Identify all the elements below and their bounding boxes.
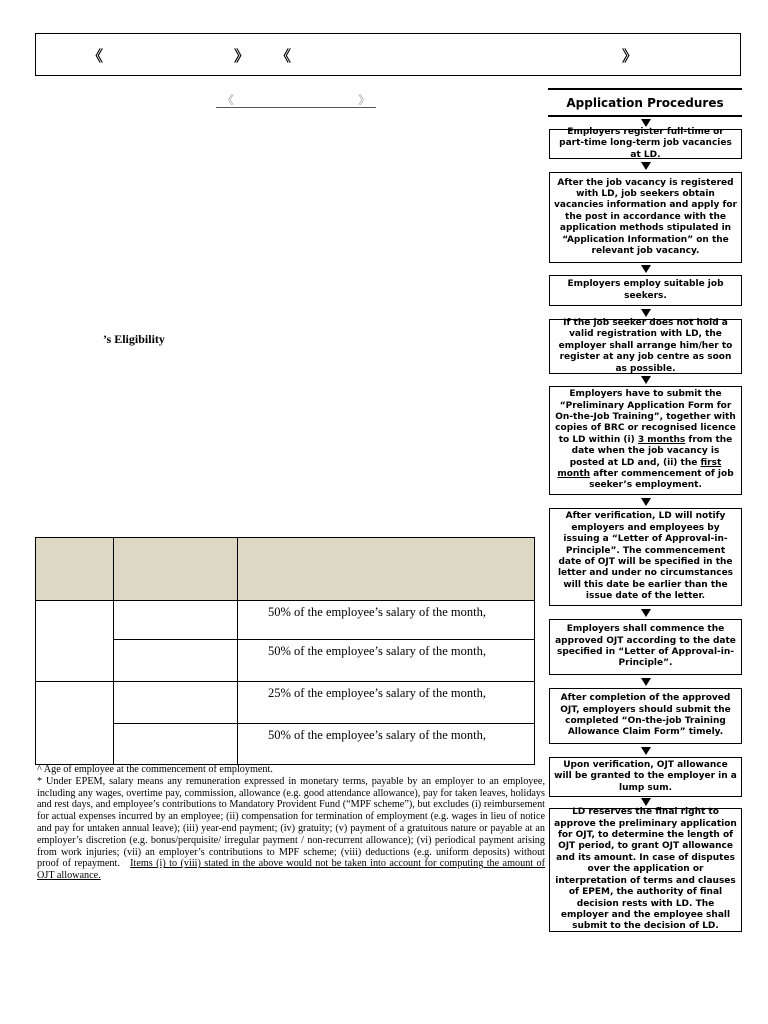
table-cell (114, 682, 238, 724)
flow-arrow-icon (641, 498, 651, 506)
flow-step-3: Employers employ suitable job seekers. (549, 275, 742, 306)
flow-arrow-icon (641, 376, 651, 384)
table-cell-group-2 (36, 682, 114, 765)
flow-arrow-icon (641, 609, 651, 617)
table-header-cell (238, 538, 535, 601)
salary-footnote-text: * Under EPEM, salary means any remuneration expressed in monetary terms, payable by an employer to an employee, including any wages, overtime pay, commission, allowance (e.g. good attendance allowance), pay for taken leaves, holidays and rest days, and employee’s contributions to Mandatory Provident Fund (“MPF scheme”), but excludes (i) reimbursement for actual expenses incurred by an employee; (ii) compensation for termination of employment (e.g. wages in lieu of notice and pay for untaken annual leave); (iii) year-end payment; (iv) gratuity; (v) payment of a gratuitous nature or payable at an employer’s discretion (e.g. bonus/perquisite/ irregular payment / non-recurrent allowance); (vi) periodical payment arising from work injuries; (vii) an employer’s contributions to MPF scheme; (viii) deductions (e.g. uniform deposits) without proof of repayment. (37, 775, 545, 870)
flow-arrow-icon (641, 309, 651, 317)
allowance-table (35, 537, 535, 765)
flow-step-5-deadline-1: 3 months (637, 434, 686, 445)
application-procedures-title: Application Procedures (548, 88, 742, 117)
header-bracket-close-2: 》 (622, 47, 638, 65)
table-cell (114, 723, 238, 765)
header-box (35, 33, 741, 76)
flow-arrow-icon (641, 747, 651, 755)
table-cell-percent: 50% of the employee’s salary of the month, (238, 601, 535, 640)
flow-step-1: Employers register full-time or part-time long-term job vacancies at LD. (549, 129, 742, 159)
flow-step-5 (549, 386, 742, 495)
age-footnote: ^ Age of employee at the commencement of employment. (37, 764, 273, 775)
table-cell (114, 640, 238, 682)
flow-step-8: After completion of the approved OJT, employers should submit the completed “On-the-job Training Allowance Claim Form” timely. (549, 688, 742, 744)
flow-arrow-icon (641, 162, 651, 170)
salary-footnote-underlined: Items (i) to (viii) stated in the above would not be taken into account for computing the amount of OJT allowance. (37, 858, 546, 882)
flow-arrow-icon (641, 119, 651, 127)
flow-step-5-deadline-2: first month (557, 457, 722, 480)
table-header-row (36, 538, 535, 601)
table-header-cell (114, 538, 238, 601)
table-cell-percent: 50% of the employee’s salary of the month, (238, 640, 535, 682)
header-bracket-close-1: 》 (234, 47, 250, 65)
flow-arrow-icon (641, 265, 651, 273)
subtitle-line (216, 92, 376, 108)
table-cell-percent: 25% of the employee’s salary of the month, (238, 682, 535, 724)
flow-arrow-icon (641, 798, 651, 806)
flow-step-5-part-e: after commencement of job seeker’s employment. (589, 469, 734, 491)
table-row (36, 601, 535, 640)
eligibility-heading: ’s Eligibility (103, 332, 165, 346)
flow-step-5-text (554, 389, 737, 492)
flow-step-10: LD reserves the final right to approve the preliminary application for OJT, to determine the length of OJT period, to grant OJT allowance and its amount. In case of disputes over the application or interpretation of terms and clauses of EPEM, the authority of final decision rests with LD. The employer and the employee shall submit to the decision of LD. (549, 808, 742, 932)
flow-arrow-icon (641, 678, 651, 686)
subtitle-bracket-open: 《 (222, 93, 235, 107)
flow-step-5-part-c: from the date when the job vacancy is posted at LD and, (ii) the (569, 434, 733, 468)
flow-step-4: If the job seeker does not hold a valid registration with LD, the employer shall arrange him/her to register at any job centre as soon as possible. (549, 319, 742, 374)
footnotes (37, 764, 545, 882)
salary-footnote (37, 776, 545, 882)
table-cell-percent: 50% of the employee’s salary of the month, (238, 723, 535, 765)
table-header-cell (36, 538, 114, 601)
header-bracket-open-1: 《 (88, 47, 104, 65)
table-cell-group-1 (36, 601, 114, 682)
flow-step-6: After verification, LD will notify employers and employees by issuing a “Letter of Approval-in-Principle”. The commencement date of OJT will be specified in the letter and under no circumstances will this date be earlier than the issue date of the letter. (549, 508, 742, 606)
flow-step-9: Upon verification, OJT allowance will be granted to the employer in a lump sum. (549, 757, 742, 797)
table-cell (114, 601, 238, 640)
flow-step-5-part-a: Employers have to submit the “Preliminary Application Form for On-the-Job Training”, together with copies of BRC or recognised licence to LD within (i) (555, 389, 736, 445)
header-bracket-open-2: 《 (276, 47, 292, 65)
table-row (36, 682, 535, 724)
flow-step-2: After the job vacancy is registered with LD, job seekers obtain vacancies information and apply for the post in accordance with the application methods stipulated in “Application Information” on the relevant job vacancy. (549, 172, 742, 263)
subtitle-bracket-close: 》 (357, 93, 370, 107)
flow-step-7: Employers shall commence the approved OJT according to the date specified in “Letter of Approval-in-Principle”. (549, 619, 742, 675)
